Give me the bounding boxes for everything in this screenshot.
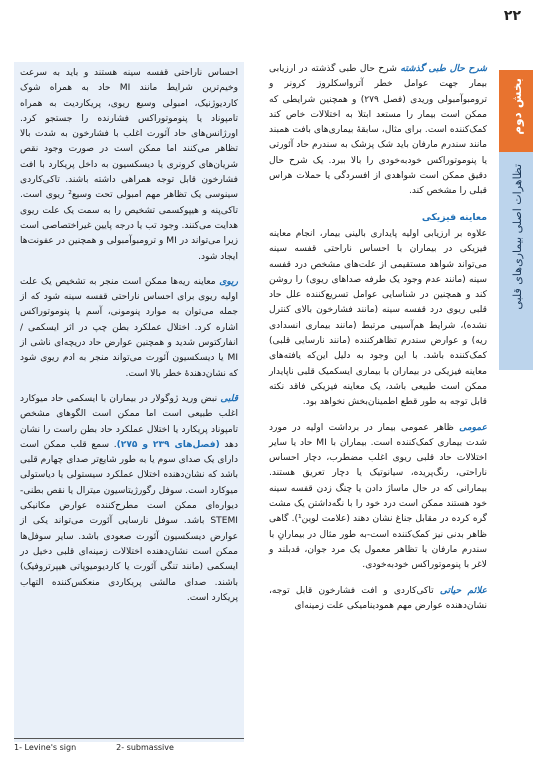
right-column [269, 62, 487, 748]
vitals-heading: علائم حیاتی [439, 585, 487, 596]
cardiac-heading: قلبی [220, 393, 238, 404]
vitals-paragraph [269, 584, 487, 615]
section-label: بخش دوم [510, 78, 524, 135]
chapter-label: تظاهرات اصلی بیماری‌های قلبی [511, 164, 524, 310]
lung-paragraph [20, 275, 238, 382]
cardiac-text-post: . سمع قلب ممکن است دارای یک صدای سوم یا به طور شایع‌تر صدای چهارم قلبی باشد که نشان‌دهنده اختلال عملکرد سیستولی یا دیاستولی میوکارد است. سوفل رگورژیتاسیون میترال یا نقص بطنی-دیواره‌ای ممکن است مطرح‌کننده عوارض مکانیکی STEMI باشد. سوفل نارسایی آئورت می‌تواند یکی از عوارض دیسکسیون آئورت صعودی باشد. سایر سوفل‌ها ممکن است نشان‌دهنده اختلالات زمینه‌ای قلبی دخیل در ایسکمی (مانند تنگی آئورت یا کاردیومیوپاتی هیپرتروفیک) باشند. صدای مالشی پریکاردی منعکس‌کننده التهاب پریکارد است. [20, 439, 238, 603]
exam-heading: معاینه فیزیکی [421, 211, 487, 223]
cardiac-chapter-ref[interactable]: (فصل‌های ۲۳۹ و ۲۷۵) [116, 439, 220, 450]
intro-paragraph: احساس ناراحتی قفسه سینه هستند و باید به سرعت وخیم‌ترین شرایط مانند MI حاد به همراه شوک کاردیوژنیک، امبولی وسیع ریوی، پریکاردیت به همراه تامپوناد یا پنوموتوراکس فشارنده را جستجو کرد. اورژانس‌های حاد آئورت اغلب با فشارخون به شدت بالا تظاهر می‌کنند اما ممکن است در صورت وجود نقص شریان‌های کرونری یا دیسکسیون به داخل پریکارد با افت فشارخون قابل توجه همراهی داشته باشند. تاکی‌کاردی سینوسی یک تظاهر مهم امبولی تحت وسیع² ریوی است. تاکی‌پنه و هیپوکسمی تشخیص را به سمت یک علت ریوی هدایت می‌کنند. وجود تب یا درجه پایین غیراختصاصی است زیرا می‌تواند در MI و ترومبوآمبولی و همچنین در عفونت‌ها ایجاد شود. [20, 68, 238, 262]
lung-heading: ریوی [219, 276, 238, 287]
left-column [14, 62, 244, 742]
lung-text: معاینه ریه‌ها ممکن است منجر به تشخیص یک علت اولیه ریوی برای احساس ناراحتی قفسه سینه شود که از جمله می‌توان به موارد پنومونی، آسم یا پنوموتوراکس اشاره کرد. اختلال عملکرد بطن چپ در اثر ایسکمی / انفارکتوس شدید و همچنین عوارض حاد دریچه‌ای ناشی از MI یا دیسکسیون آئورت می‌تواند منجر به ادم ریوی شود که نشان‌دهندهٔ خطر بالا است. [20, 276, 238, 379]
cardiac-paragraph [20, 392, 238, 606]
section-tab [499, 70, 533, 152]
exam-paragraph: علاوه بر ارزیابی اولیه پایداری بالینی بیمار، انجام معاینه فیزیکی در بیماران با احساس ناراحتی قفسه سینه می‌تواند شواهد مستقیمی از علت‌های مشخص درد قفسه سینه (مانند عدم وجود یک طرفه صداهای ریوی) را روشن کند و همچنین در شناسایی عوامل تسریع‌کننده علل حاد قلبی ریوی درد قفسه سینه (مانند فشارخون بالای کنترل نشده)، شرایط هم‌آسیبی مرتبط (مانند بیماری انسدادی ریه) و عوارض سندرم تظاهرکننده (مانند نارسایی قلبی) کمک‌کننده باشد. با این وجود به دلیل این‌که یافته‌های معاینه فیزیکی در بیماران با بیماری ایسکمیک قلبی ناپایدار ممکن است طبیعی باشد، یک معاینه فیزیکی فاقد نکته قابل توجه به طور قطع اطمینان‌بخش نخواهد بود. [269, 228, 487, 408]
footnote-2: 2- submassive [116, 743, 174, 752]
page-number: ۲۲ [503, 8, 521, 24]
footnote-1: 1- Levine's sign [14, 743, 77, 752]
footnotes [14, 738, 244, 752]
general-text: ظاهر عمومی بیمار در برداشت اولیه در مورد شدت بیماری کمک‌کننده است. بیماران با MI حاد یا سایر اختلالات حاد قلبی ریوی اغلب مضطرب، دچار احساس ناراحتی، رنگ‌پریده، سیانوتیک یا دچار تعریق هستند. بیمارانی که در حال ماساژ دادن یا چنگ زدن قفسه سینه خود هستند ممکن است درد خود را با نگه‌داشتن یک مشت گره کرده در مقابل جناغ نشان دهند (علامت لوین¹). گاهی ظاهر بدنی نیز کمک‌کننده است-به طور مثال در بیمارانِ با سندرم مارفان یا تظاهر معمول یک مرد جوان، قدبلند و لاغر با پنوموتوراکس خودبه‌خودی. [269, 422, 488, 571]
vitals-text: تاکی‌کاردی و افت فشارخون قابل توجه، نشان‌دهنده عوارض مهم همودینامیکی علت زمینه‌ای [269, 585, 487, 611]
chapter-side-tab [499, 70, 533, 370]
history-text: شرح حال طبی گذشته در ارزیابی بیمار جهت عوامل خطر آترواسکلروز کرونر و ترومبوآمبولی وریدی (فصل ۲۷۹) و همچنین شرایطی که ممکن است بیمار را مستعد ابتلا به اختلالات خاص کند کمک‌کننده است. برای مثال، سابقهٔ بیماری‌های بافت همبند مانند سندرم مارفان باید شک پزشک به سندرم حاد آئورتی یا پنوموتوراکس خودبه‌خودی را بالا ببرد. یک شرح حال دقیق ممکن است شواهدی از افسردگی یا حملات هراس قبلی را مشخص کند. [269, 64, 487, 197]
history-paragraph [269, 62, 487, 200]
general-heading: عمومی [459, 422, 487, 433]
history-heading: شرح حال طبی گذشته [400, 64, 487, 74]
cardiac-text-pre: نبض ورید ژوگولار در بیماران با ایسکمی حاد میوکارد اغلب طبیعی است اما ممکن است الگوهای مشخص تامپوناد پریکارد یا اختلال عملکرد حاد بطن راست را نشان دهد [20, 393, 238, 450]
general-paragraph [269, 421, 487, 574]
chapter-tab [499, 152, 533, 370]
